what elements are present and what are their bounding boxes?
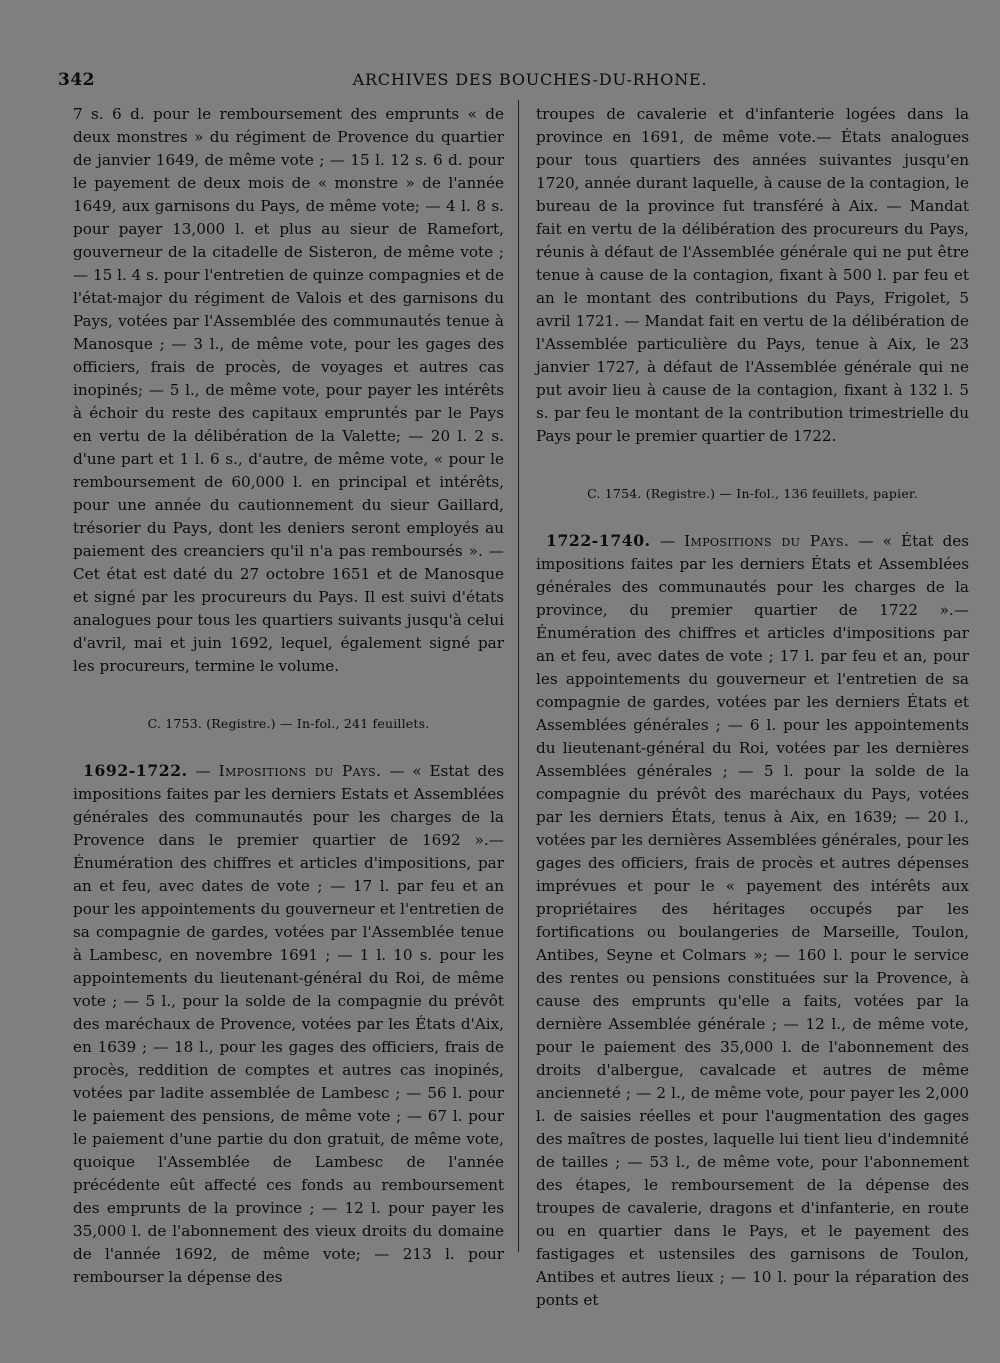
page-number: 342	[58, 70, 95, 90]
entry-text: « État des impositions faites par les derniers États et Assemblées générales des communautés pour les charges de la province, du premier quartier de 1722 ».— Énumération des chiffres et articles d'impositions par an et feu, avec dates de vote ; 17 l. par feu et an, pour les appointements du gouverneur et l'entretien de sa compagnie de gardes, votées par les derniers États et Assemblées générales ; — 6 l. pour les appointements du lieutenant-général du Roi, votées par les dernières Assemblées générales ; — 5 l. pour la solde de la compagnie du prévôt des maréchaux du Pays, votées par les derniers États, tenus à Aix, en 1639; — 20 l., votées par les dernières Assemblées générales, pour les gages des officiers, frais de procès et autres dépenses imprévues et pour le « payement des intérêts aux propriétaires des héritages occupés par les fortifications ou boulangeries de Marseille, Toulon, Antibes, Seyne et Colmars »; — 160 l. pour le service des rentes ou pensions constituées sur la Provence, à cause des emprunts qu'elle a faits, votées par la dernière Assemblée générale ; — 12 l., de même vote, pour le paiement des 35,000 l. de l'abonnement des droits d'albergue, cavalcade et autres de même ancienneté ; — 2 l., de même vote, pour payer les 2,000 l. de saisies réelles et pour l'augmentation des gages des maîtres de postes, laquelle lui tient lieu d'indemnité de tailles ; — 53 l., de même vote, pour l'abonnement des étapes, le remboursement de la dépense des troupes de cavalerie, dragons et d'infanterie, en route ou en quartier dans le Pays, et le payement des fastigages et ustensiles des garnisons de Toulon, Antibes et autres lieux ; — 10 l. pour la réparation des ponts et	[536, 532, 970, 1309]
entry-date: 1722-1740.	[546, 531, 651, 550]
entry-separator: —	[187, 762, 219, 780]
paragraph-continuation: troupes de cavalerie et d'infanterie logées dans la province en 1691, de même vote.— États analogues pour tous quartiers des années suivantes jusqu'en 1720, année durant laquelle, à cause de la contagion, le bureau de la province fut transféré à Aix. — Mandat fait en vertu de la délibération des procureurs du Pays, réunis à défaut de l'Assemblée générale qui ne put être tenue à cause de la contagion, fixant à 500 l. par feu et an le montant des contributions du Pays, Frigolet, 5 avril 1721. — Mandat fait en vertu de la délibération de l'Assemblée particulière du Pays, tenue à Aix, le 23 janvier 1727, à défaut de l'Assemblée générale qui ne put avoir lieu à cause de la contagion, fixant à 132 l. 5 s. par feu le montant de la contribution trimestrielle du Pays pour le premier quartier de 1722.	[536, 105, 969, 445]
entry-text: « Estat des impositions faites par les derniers Estats et Assemblées générales des communautés pour les charges de la Provence dans le premier quartier de 1692 ».— Énumération des chiffres et articles d'impositions, par an et feu, avec dates de vote ; — 17 l. par feu et an pour les appointements du gouverneur et l'entretien de sa compagnie de gardes, votées par l'Assemblée tenue à Lambesc, en novembre 1691 ; — 1 l. 10 s. pour les appointements du lieutenant-général du Roi, de même vote ; — 5 l., pour la solde de la compagnie du prévôt des maréchaux de Provence, votées par les États d'Aix, en 1639 ; — 18 l., pour les gages des officiers, frais de procès, reddition de comptes et autres cas inopinés, votées par ladite assemblée de Lambesc ; — 56 l. pour le paiement des pensions, de même vote ; — 67 l. pour le paiement d'une partie du don gratuit, de même vote, quoique l'Assemblée de Lambesc de l'année précédente eût affecté ces fonds au remboursement des emprunts de la province ; — 12 l. pour payer les 35,000 l. de l'abonnement des vieux droits du domaine de l'année 1692, de même vote; — 213 l. pour rembourser la dépense des	[73, 762, 504, 1286]
entry-date: 1692-1722.	[83, 761, 188, 780]
right-column	[536, 103, 969, 1312]
inventory-entry	[73, 759, 504, 1289]
inventory-entry	[536, 529, 969, 1312]
column-divider	[518, 100, 519, 1252]
entry-title: Impositions du Pays.	[218, 762, 382, 780]
entry-separator: —	[849, 532, 883, 550]
entry-title: Impositions du Pays.	[684, 532, 850, 550]
entry-separator: —	[381, 762, 413, 780]
left-column	[73, 103, 504, 1289]
entry-separator: —	[650, 532, 685, 550]
paragraph-continuation: 7 s. 6 d. pour le remboursement des emprunts « de deux monstres » du régiment de Provence du quartier de janvier 1649, de même vote ; — 15 l. 12 s. 6 d. pour le payement de deux mois de « monstre » de l'année 1649, aux garnisons du Pays, de même vote; — 4 l. 8 s. pour payer 13,000 l. et plus au sieur de Ramefort, gouverneur de la citadelle de Sisteron, de même vote ; — 15 l. 4 s. pour l'entretien de quinze compagnies et de l'état-major du régiment de Valois et des garnisons du Pays, votées par l'Assemblée des communautés tenue à Manosque ; — 3 l., de même vote, pour les gages des officiers, frais de procès, de voyages et autres cas inopinés; — 5 l., de même vote, pour payer les intérêts à échoir du reste des capitaux empruntés par le Pays en vertu de la délibération de la Valette; — 20 l. 2 s. d'une part et 1 l. 6 s., d'autre, de même vote, « pour le remboursement de 60,000 l. en principal et intérêts, pour une année du cautionnement du sieur Gaillard, trésorier du Pays, dont les deniers seront employés au paiement des creanciers qu'il n'a pas remboursés ». — Cet état est daté du 27 octobre 1651 et de Manosque et signé par les procureurs du Pays. Il est suivi d'états analogues pour tous les quartiers suivants jusqu'à celui d'avril, mai et juin 1692, lequel, également signé par les procureurs, termine le volume.	[73, 105, 504, 675]
running-title: ARCHIVES DES BOUCHES-DU-RHONE.	[352, 70, 708, 89]
archive-reference: C. 1754. (Registre.) — In-fol., 136 feuillets, papier.	[587, 486, 918, 501]
archive-reference: C. 1753. (Registre.) — In-fol., 241 feuillets.	[147, 716, 430, 731]
